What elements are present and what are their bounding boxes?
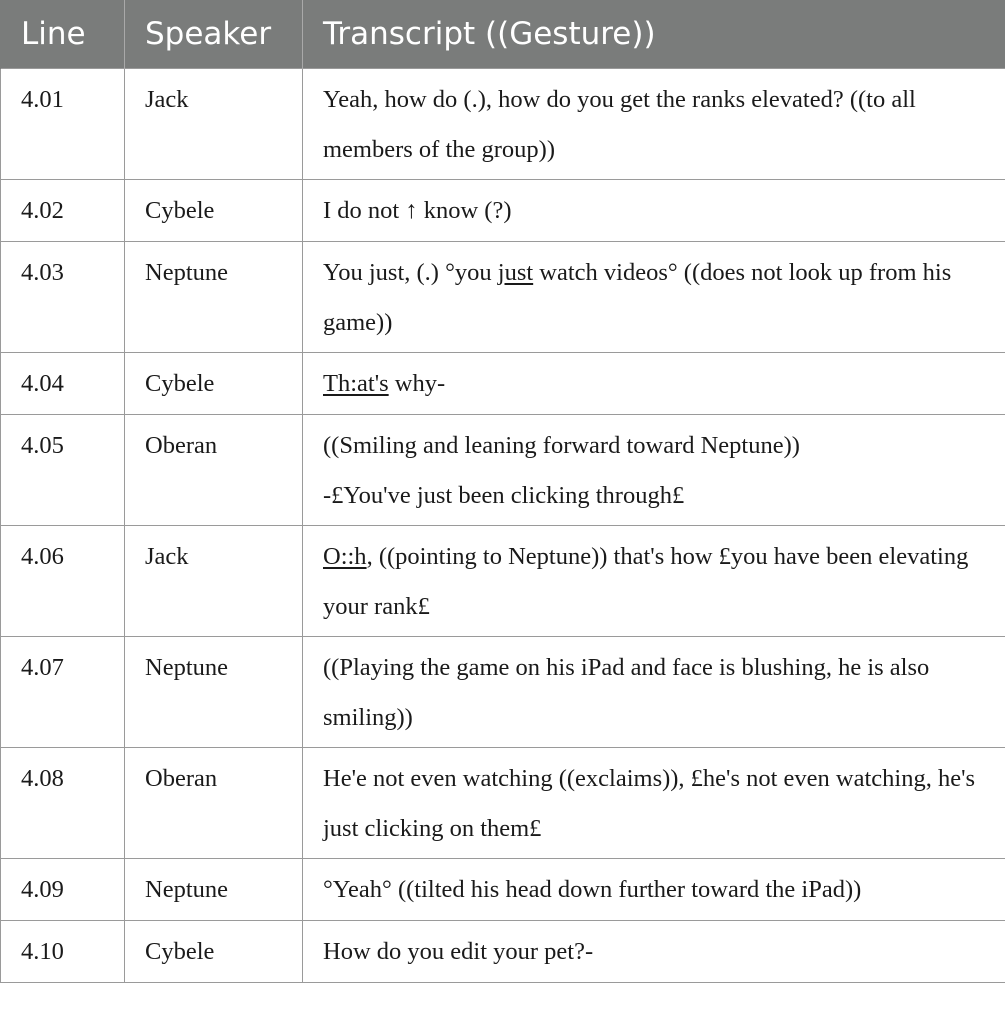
speaker-name: Oberan <box>125 414 303 525</box>
table-body <box>1 68 1005 982</box>
table-row <box>1 636 1005 747</box>
table-header <box>1 0 1005 68</box>
transcript-segment: He'e not even watching ((exclaims)), £he's not even watching, he's just clicking on them£ <box>323 764 976 842</box>
transcript-text <box>303 241 1005 352</box>
transcript-text <box>303 68 1005 179</box>
transcript-segment-underlined: Th:at's <box>323 369 389 397</box>
line-number: 4.01 <box>1 68 125 179</box>
column-header-speaker: Speaker <box>125 0 303 68</box>
transcript-segment: -£You've just been clicking through£ <box>323 481 685 509</box>
line-number: 4.10 <box>1 920 125 982</box>
transcript-segment: ((Playing the game on his iPad and face is blushing, he is also smiling)) <box>323 653 930 731</box>
table-row <box>1 352 1005 414</box>
table-row <box>1 241 1005 352</box>
transcript-text <box>303 352 1005 414</box>
line-number: 4.02 <box>1 179 125 241</box>
transcript-segment: ((Smiling and leaning forward toward Neptune)) <box>323 431 800 459</box>
line-number: 4.06 <box>1 525 125 636</box>
speaker-name: Cybele <box>125 352 303 414</box>
transcript-segment: , ((pointing to Neptune)) that's how £you have been elevating your rank£ <box>323 542 969 620</box>
table-row <box>1 747 1005 858</box>
transcript-text <box>303 920 1005 982</box>
speaker-name: Cybele <box>125 179 303 241</box>
transcript-segment-underlined: just <box>497 258 534 286</box>
transcript-segment: watch videos° ((does not look up from his game)) <box>323 258 952 336</box>
transcript-text <box>303 636 1005 747</box>
speaker-name: Neptune <box>125 636 303 747</box>
transcript-text <box>303 179 1005 241</box>
transcript-text <box>303 525 1005 636</box>
speaker-name: Jack <box>125 525 303 636</box>
table-row <box>1 414 1005 525</box>
table-row <box>1 858 1005 920</box>
table-row <box>1 920 1005 982</box>
table-row <box>1 179 1005 241</box>
transcript-segment: °Yeah° ((tilted his head down further toward the iPad)) <box>323 875 862 903</box>
line-number: 4.05 <box>1 414 125 525</box>
line-number: 4.09 <box>1 858 125 920</box>
speaker-name: Neptune <box>125 241 303 352</box>
transcript-segment: I do not ↑ know (?) <box>323 196 512 224</box>
line-number: 4.04 <box>1 352 125 414</box>
speaker-name: Cybele <box>125 920 303 982</box>
speaker-name: Jack <box>125 68 303 179</box>
line-number: 4.07 <box>1 636 125 747</box>
transcript-segment: Yeah, how do (.), how do you get the ranks elevated? ((to all members of the group)) <box>323 85 916 163</box>
line-number: 4.03 <box>1 241 125 352</box>
transcript-segment-underlined: O::h <box>323 542 367 570</box>
table-row <box>1 68 1005 179</box>
speaker-name: Neptune <box>125 858 303 920</box>
transcript-text <box>303 858 1005 920</box>
transcript-text <box>303 747 1005 858</box>
transcript-text <box>303 414 1005 525</box>
transcript-segment: You just, (.) °you <box>323 258 498 286</box>
column-header-transcript: Transcript ((Gesture)) <box>303 0 1005 68</box>
table-row <box>1 525 1005 636</box>
column-header-line: Line <box>1 0 125 68</box>
speaker-name: Oberan <box>125 747 303 858</box>
transcript-segment: why- <box>388 369 446 397</box>
line-number: 4.08 <box>1 747 125 858</box>
transcript-segment: How do you edit your pet?- <box>323 937 594 965</box>
